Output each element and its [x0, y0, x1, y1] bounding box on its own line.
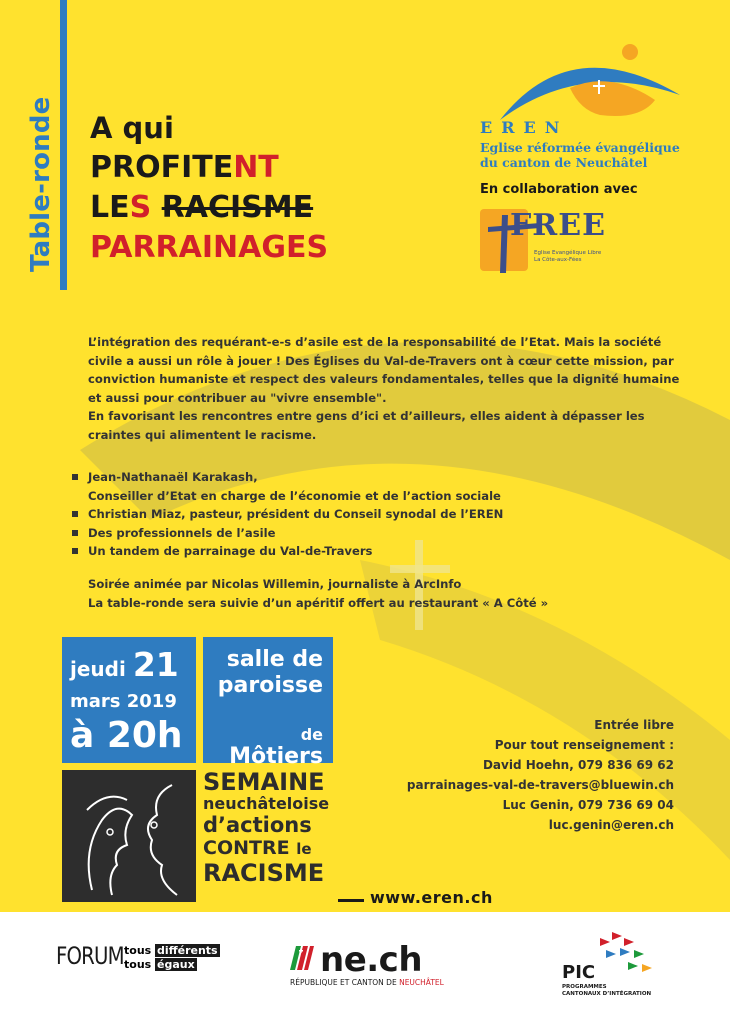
eren-name: EREN	[480, 118, 569, 137]
speaker-list	[70, 468, 690, 561]
website-divider	[338, 899, 364, 902]
contact-email-link[interactable]: luc.genin@eren.ch	[548, 818, 674, 832]
free-name: FREE	[510, 208, 606, 243]
date-weekday-day: jeudi 21	[70, 645, 179, 684]
nech-word: ne.ch	[320, 940, 423, 980]
intro-paragraph: En favorisant les rencontres entre gens d’ici et d’ailleurs, elles aident à dépasser les craintes qui alimentent le racisme.	[88, 409, 645, 442]
list-item: Christian Miaz, pasteur, président du Conseil synodal de l’EREN	[70, 505, 690, 524]
date-month-year: mars 2019	[70, 691, 177, 712]
contact-person: Luc Genin, 079 736 69 04	[502, 798, 674, 812]
side-label: Table-ronde	[26, 96, 56, 272]
neuchatel-flag-icon	[288, 946, 314, 970]
entry-label: Entrée libre	[594, 718, 674, 732]
list-item: Des professionnels de l’asile	[70, 524, 690, 543]
contact-info	[407, 715, 674, 835]
date-box	[62, 637, 196, 763]
headline-line3: LES RACISME	[90, 190, 314, 225]
free-subtitle: Eglise Evangélique Libre La Côte-aux-Fées	[534, 250, 602, 263]
headline-line4: PARRAINAGES	[90, 230, 329, 265]
bullet-square-icon	[72, 474, 78, 480]
faces-illustration-icon	[62, 770, 196, 902]
side-accent-bar	[60, 0, 67, 290]
pic-subtitle: PROGRAMMES CANTONAUX D’INTÉGRATION	[562, 984, 652, 997]
bullet-square-icon	[72, 548, 78, 554]
website-link[interactable]: www.eren.ch	[370, 888, 493, 907]
footer-logos: FORUM tous différents tous égaux ne.ch RÉPUBLIQUE ET CANTON DE NEUCHÂTEL PIC PROGRAMMES CANTONAUX D’INTÉGRATION	[0, 912, 730, 1024]
bullet-square-icon	[72, 511, 78, 517]
collaboration-label: En collaboration avec	[480, 182, 638, 197]
intro-text	[88, 333, 688, 444]
forum-word: FORUM	[56, 942, 124, 970]
host-info: Soirée animée par Nicolas Willemin, journaliste à ArcInfo La table-ronde sera suivie d’un apéritif offert au restaurant « A Côté »	[88, 577, 549, 610]
place-name: salle de paroisse	[217, 647, 323, 698]
nech-subtitle: RÉPUBLIQUE ET CANTON DE NEUCHÂTEL	[290, 978, 444, 987]
list-item: Un tandem de parrainage du Val-de-Travers	[70, 542, 690, 561]
info-label: Pour tout renseignement :	[494, 738, 674, 752]
eren-logo-icon	[480, 40, 690, 130]
bullet-square-icon	[72, 530, 78, 536]
contact-person: David Hoehn, 079 836 69 62	[482, 758, 674, 772]
date-time: à 20h	[70, 715, 183, 756]
headline-line2: PROFITENT	[90, 150, 279, 185]
headline-line1: A qui	[90, 111, 174, 145]
pic-word: PIC	[562, 962, 596, 983]
place-town: de Môtiers	[229, 725, 323, 769]
place-box	[203, 637, 333, 769]
eren-subtitle: Eglise réformée évangélique du canton de Neuchâtel	[480, 140, 680, 170]
contact-email-link[interactable]: parrainages-val-de-travers@bluewin.ch	[406, 778, 674, 792]
intro-paragraph: L’intégration des requérant-e-s d’asile est de la responsabilité de l’Etat. Mais la société civile a aussi un rôle à jouer ! Des Églises du Val-de-Travers ont à cœur cette mission, par conviction humaniste et respect des valeurs fondamentales, telles que la dignité humaine et aussi pour contribuer au "vivre ensemble".	[88, 335, 680, 405]
list-item: Jean-Nathanaël Karakash, Conseiller d’Etat en charge de l’économie et de l’action sociale	[70, 468, 690, 505]
headline	[90, 108, 328, 268]
background-cross-horizontal	[390, 565, 450, 573]
week-against-racism-title: SEMAINE neuchâteloise d’actions CONTRE le RACISME	[203, 768, 330, 887]
